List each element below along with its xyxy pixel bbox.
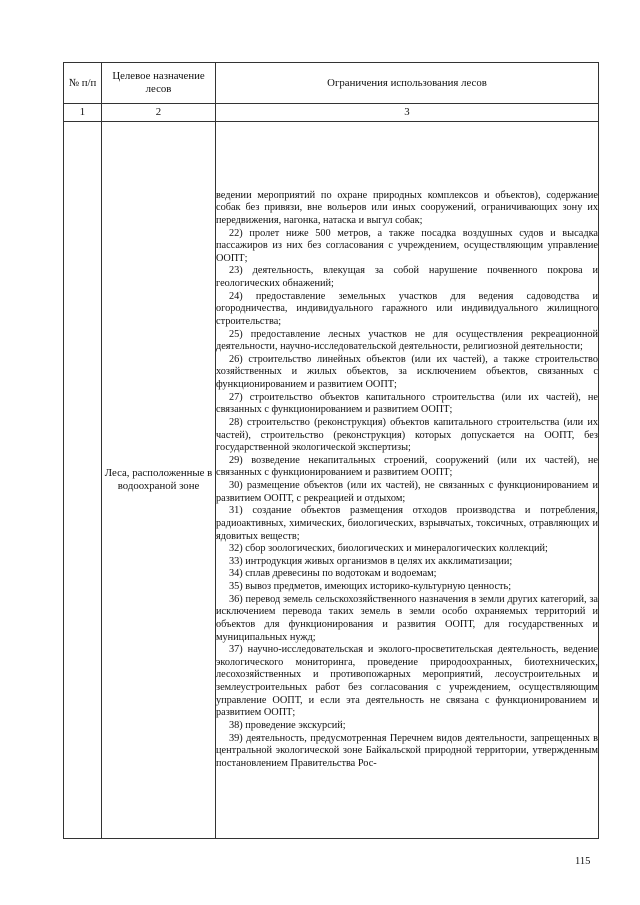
restriction-item: 39) деятельность, предусмотренная Перечнем видов деятельности, запрещенных в центральной экологической зоне Байкальской природной территории, утвержденным постановлением Правительства Рос- (216, 732, 598, 769)
restriction-item: 22) пролет ниже 500 метров, а также посадка воздушных судов и высадка пассажиров из них без согласования с учреждением, осуществляющим управление ООПТ; (216, 227, 598, 264)
restriction-item: 29) возведение некапитальных строений, сооружений (или их частей), не связанных с функционированием и развитием ООПТ; (216, 454, 598, 479)
row-number-cell (64, 122, 102, 839)
header-number: № п/п (64, 63, 102, 104)
restriction-item: 28) строительство (реконструкция) объектов капитального строительства (или их частей), строительство (реконструкция) которых допускается на ООПТ, без государственной экологической экспертизы; (216, 416, 598, 454)
restriction-item: 25) предоставление лесных участков не для осуществления рекреационной деятельности, научно-исследовательской деятельности, религиозной деятельности; (216, 328, 598, 353)
restriction-item: 35) вывоз предметов, имеющих историко-культурную ценность; (229, 581, 512, 592)
table-header-row (64, 63, 599, 104)
restrictions-table (63, 62, 599, 839)
restriction-item: 37) научно-исследовательская и эколого-просветительская деятельность, ведение экологического мониторинга, проведение природоохранных, биотехнических, лесохозяйственных и противопожарных мероприятий, лесоустроительных и землеустроительных работ без согласования с учреждением, осуществляющим управление ООПТ, и если эта деятельность не связана с функционированием и развитием ООПТ; (216, 644, 598, 719)
restriction-item: 31) создание объектов размещения отходов производства и потребления, радиоактивных, химических, биологических, взрывчатых, токсичных, отравляющих и ядовитых веществ; (216, 505, 598, 542)
restriction-item: 30) размещение объектов (или их частей), не связанных с функционированием и развитием ООПТ, с рекреацией и отдыхом; (216, 480, 598, 504)
restriction-item: 27) строительство объектов капитального строительства (или их частей), не связанных с функционированием и развитием ООПТ; (216, 391, 598, 416)
restriction-item: 32) сбор зоологических, биологических и минералогических коллекций; (229, 543, 548, 555)
restriction-item: 38) проведение экскурсий; (229, 719, 346, 731)
restriction-item: ведении мероприятий по охране природных комплексов и объектов), содержание собак без привязи, вне вольеров или иных сооружений, ограничивающих зону их передвижения, нагонка, натаска и выгул собак; (216, 189, 598, 226)
column-number-2: 2 (102, 104, 216, 122)
header-purpose: Целевое назначение лесов (102, 63, 216, 104)
forest-purpose-cell: Леса, расположенные в водоохраной зоне (102, 122, 216, 839)
page-number: 115 (575, 856, 591, 867)
header-restrictions: Ограничения использования лесов (216, 63, 599, 104)
table-row (64, 122, 599, 839)
restriction-item: 33) интродукция живых организмов в целях их акклиматизации; (229, 555, 513, 567)
restriction-item: 26) строительство линейных объектов (или их частей), а также строительство хозяйственных и жилых объектов, за исключением объектов, связанных с функционированием и развитием ООПТ; (216, 353, 598, 390)
restrictions-cell (216, 122, 599, 839)
column-number-3: 3 (216, 104, 599, 122)
restriction-item: 34) сплав древесины по водотокам и водоемам; (229, 568, 437, 580)
column-number-row (64, 104, 599, 122)
restriction-item: 36) перевод земель сельскохозяйственного назначения в земли других категорий, за исключением перевода таких земель в земли особо охраняемых территорий и объектов для функционирования и развития ООПТ, для государственных и муниципальных нужд; (216, 593, 598, 643)
column-number-1: 1 (64, 104, 102, 122)
restriction-item: 23) деятельность, влекущая за собой нарушение почвенного покрова и геологических обнажений; (216, 265, 598, 289)
restriction-item: 24) предоставление земельных участков для ведения садоводства и огородничества, индивидуального гаражного или индивидуального жилищного строительства; (216, 290, 598, 327)
